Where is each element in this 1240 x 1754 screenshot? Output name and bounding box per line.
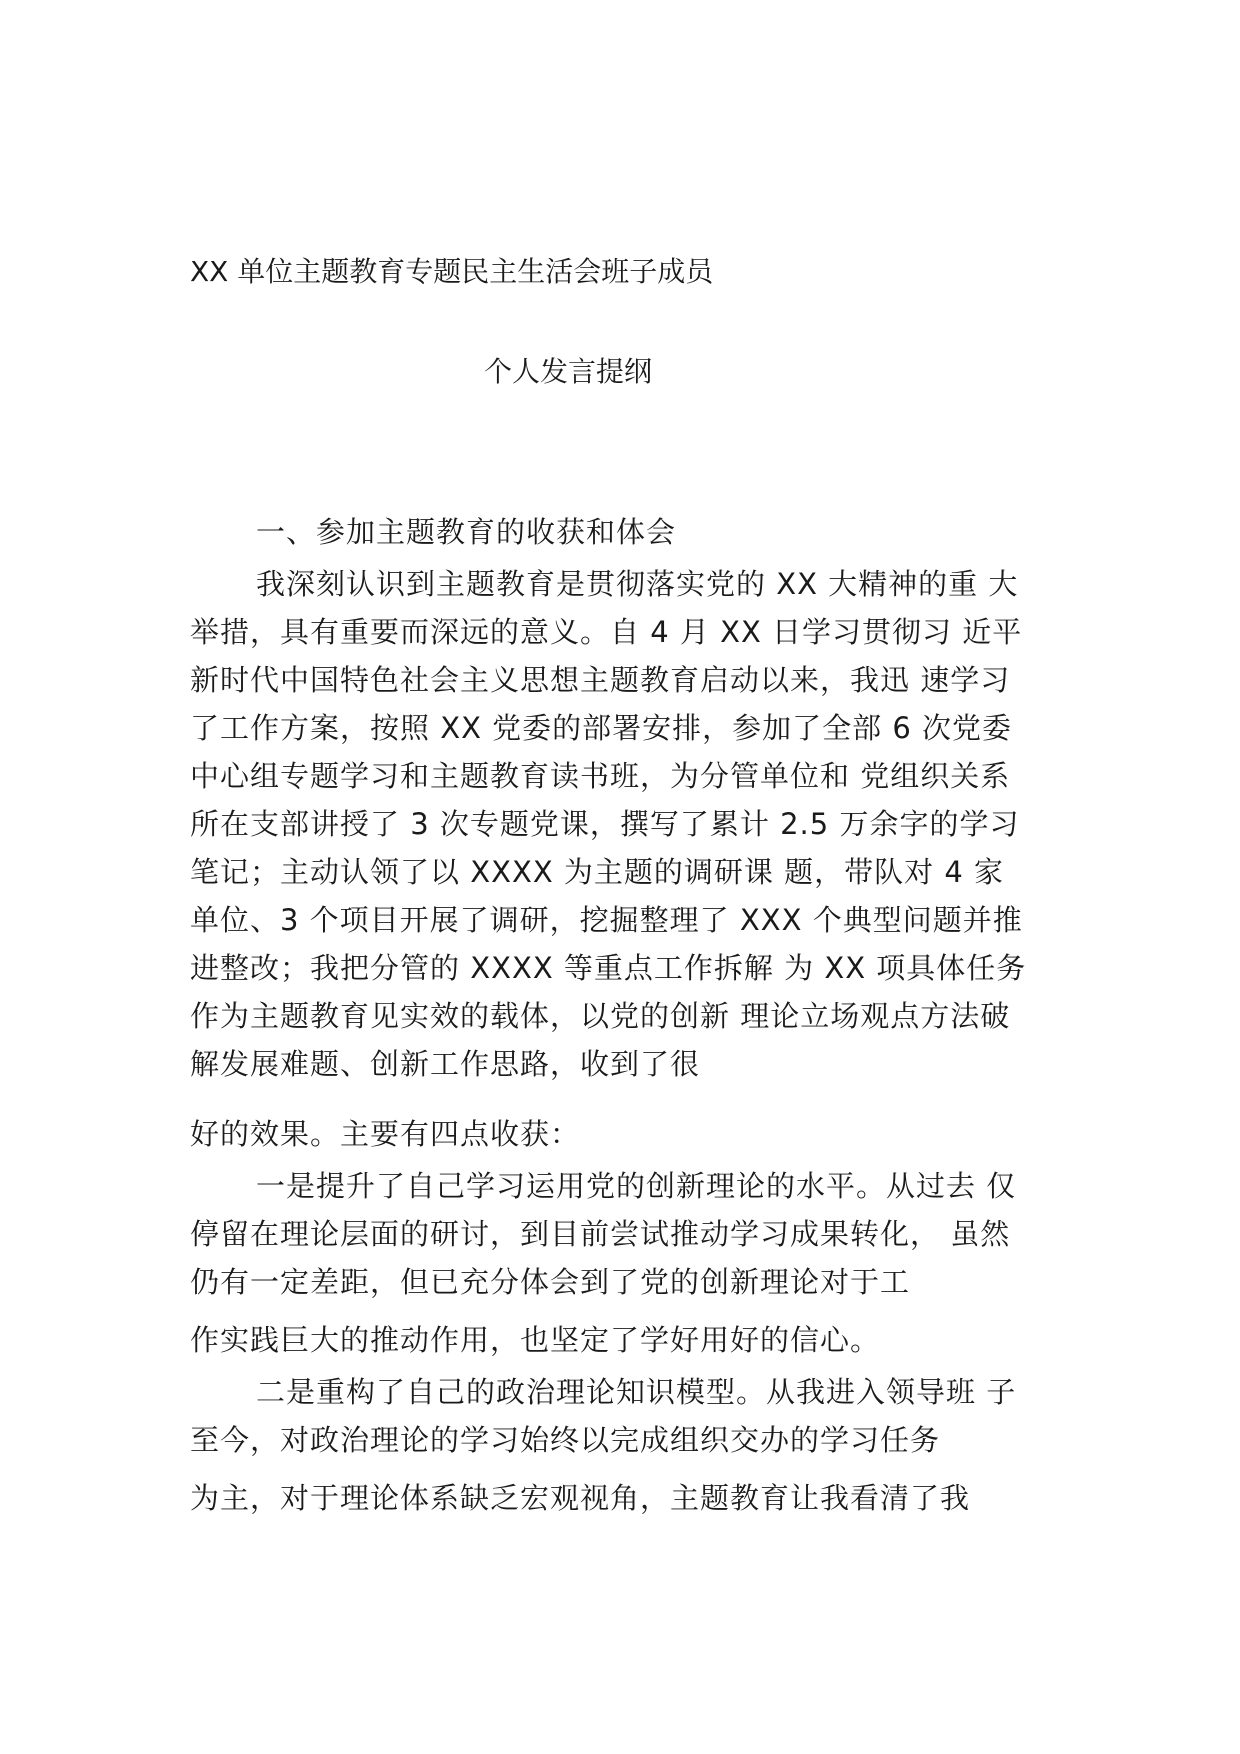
paragraph-line: 所在支部讲授了 3 次专题党课，撰写了累计 2.5 万余字的学习 — [190, 807, 1020, 841]
paragraph-line: 新时代中国特色社会主义思想主题教育启动以来，我迅 速学习 — [190, 663, 1011, 697]
paragraph-line: 停留在理论层面的研讨，到目前尝试推动学习成果转化， 虽然 — [190, 1217, 1011, 1251]
paragraph-line: 为主，对于理论体系缺乏宏观视角，主题教育让我看清了我 — [190, 1481, 971, 1515]
paragraph-3-tail — [190, 1474, 1060, 1522]
paragraph-line: 作实践巨大的推动作用，也坚定了学好用好的信心。 — [190, 1323, 881, 1357]
document-title-line-1: XX 单位主题教育专题民主生活会班子成员 — [190, 255, 714, 288]
paragraph-line: 举措，具有重要而深远的意义。自 4 月 XX 日学习贯彻习 近平 — [190, 615, 1023, 649]
paragraph-line: 解发展难题、创新工作思路，收到了很 — [190, 1047, 701, 1081]
document-title-line-2: 个人发言提纲 — [484, 355, 653, 388]
paragraph-line: 一是提升了自己学习运用党的创新理论的水平。从过去 仅 — [256, 1169, 1017, 1203]
paragraph-2-tail — [190, 1316, 1060, 1364]
section-1-heading: 一、参加主题教育的收获和体会 — [256, 515, 677, 549]
paragraph-line: 我深刻认识到主题教育是贯彻落实党的 XX 大精神的重 大 — [256, 567, 1019, 601]
paragraph-line: 笔记；主动认领了以 XXXX 为主题的调研课 题，带队对 4 家 — [190, 855, 1005, 889]
paragraph-1 — [190, 560, 1060, 1088]
paragraph-3 — [190, 1368, 1060, 1464]
paragraph-line: 仍有一定差距，但已充分体会到了党的创新理论对于工 — [190, 1265, 911, 1299]
paragraph-line: 中心组专题学习和主题教育读书班，为分管单位和 党组织关系 — [190, 759, 1011, 793]
paragraph-line: 二是重构了自己的政治理论知识模型。从我进入领导班 子 — [256, 1375, 1017, 1409]
paragraph-line: 作为主题教育见实效的载体，以党的创新 理论立场观点方法破 — [190, 999, 1011, 1033]
paragraph-line: 了工作方案，按照 XX 党委的部署安排，参加了全部 6 次党委 — [190, 711, 1013, 745]
paragraph-line: 单位、3 个项目开展了调研，挖掘整理了 XXX 个典型问题并推 — [190, 903, 1023, 937]
paragraph-2 — [190, 1162, 1060, 1306]
section-1-heading-block — [190, 508, 1060, 556]
paragraph-1-tail — [190, 1110, 1060, 1158]
paragraph-line: 好的效果。主要有四点收获： — [190, 1117, 581, 1151]
paragraph-line: 进整改；我把分管的 XXXX 等重点工作拆解 为 XX 项具体任务 — [190, 951, 1027, 985]
paragraph-line: 至今，对政治理论的学习始终以完成组织交办的学习任务 — [190, 1423, 941, 1457]
